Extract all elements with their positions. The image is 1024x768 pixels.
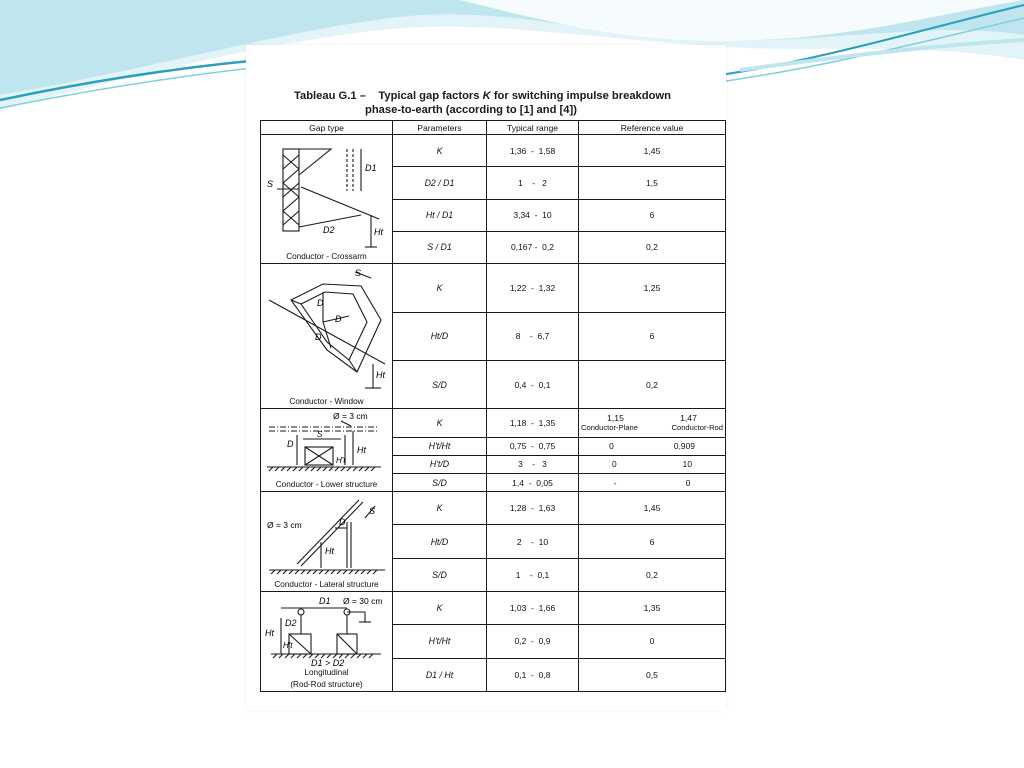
scanned-document (246, 45, 726, 710)
range-cell: 3 - 3 (487, 455, 579, 473)
gap-cell-longitudinal (261, 592, 393, 692)
longitudinal-diagram (261, 592, 393, 672)
label-s: S (369, 506, 376, 517)
ref-cell: 0,2 (579, 231, 726, 263)
param-cell: Ht/D (393, 525, 487, 558)
label-d1: D1 (319, 596, 331, 606)
param-cell: K (393, 492, 487, 525)
ref-cell: 1,25 (579, 264, 726, 312)
ref-value-plane: 0 (609, 441, 614, 452)
range-cell: 1 - 0,1 (487, 558, 579, 591)
gap-type-label: Conductor - Lower structure (275, 479, 378, 489)
param-cell: Ht / D1 (393, 199, 487, 231)
gap-type-label: Conductor - Lateral structure (274, 579, 379, 589)
ref-cell: 0,5 (579, 658, 726, 691)
range-cell: 1,28 - 1,63 (487, 492, 579, 525)
table-header-row (261, 121, 726, 135)
range-cell: 0,1 - 0,8 (487, 658, 579, 691)
ref-cell: 6 (579, 525, 726, 558)
gap-cell-crossarm (261, 135, 393, 264)
range-cell: 1,03 - 1,66 (487, 592, 579, 625)
param-cell: Ht/D (393, 312, 487, 360)
table-row (261, 264, 726, 312)
range-cell: 1 - 2 (487, 167, 579, 199)
range-cell: 3,34 - 10 (487, 199, 579, 231)
sub-label-plane: Conductor-Plane (581, 423, 638, 433)
table-title (294, 89, 724, 117)
ref-value-plane: 0 (612, 459, 617, 470)
range-cell: 1,4 - 0,05 (487, 473, 579, 491)
label-diameter: Ø = 3 cm (333, 411, 368, 422)
ref-cell: 0 (579, 625, 726, 658)
ref-cell: 6 (579, 312, 726, 360)
gap-factors-table (260, 120, 726, 692)
gap-cell-lateral-structure (261, 492, 393, 592)
label-d-right: D (335, 314, 342, 325)
label-h-prime-t: H't (336, 456, 346, 466)
header-parameters: Parameters (393, 121, 487, 135)
gap-type-label-line1: Longitudinal (304, 668, 349, 677)
ref-cell-dual (579, 437, 726, 455)
title-line1-end: for switching impulse breakdown (493, 90, 671, 102)
label-d: D (339, 517, 346, 528)
param-cell: H't/D (393, 455, 487, 473)
ref-value-rod: 0 (685, 477, 691, 488)
ref-value-rod: 1,47 (680, 413, 697, 424)
range-cell: 0,4 - 0,1 (487, 360, 579, 408)
range-cell: 1,36 - 1,58 (487, 135, 579, 167)
ref-cell: 1,45 (579, 135, 726, 167)
range-cell: 8 - 6,7 (487, 312, 579, 360)
range-cell: 0,2 - 0,9 (487, 625, 579, 658)
table-row (261, 135, 726, 167)
table-row (261, 592, 726, 625)
label-diameter: Ø = 3 cm (267, 520, 302, 531)
title-line1: Typical gap factors (378, 90, 480, 102)
title-line2: phase-to-earth (according to [1] and [4]) (365, 104, 577, 116)
label-diameter: Ø = 30 cm (343, 596, 383, 606)
title-k-symbol: K (482, 90, 491, 102)
param-cell: K (393, 135, 487, 167)
gap-cell-lower-structure (261, 409, 393, 492)
label-ht: Ht (357, 445, 366, 456)
param-cell: S / D1 (393, 231, 487, 263)
ref-cell: 1,45 (579, 492, 726, 525)
header-reference-value: Reference value (579, 121, 726, 135)
range-cell: 1,22 - 1,32 (487, 264, 579, 312)
lateral-structure-diagram (261, 492, 393, 588)
label-ht: Ht (376, 370, 385, 381)
ref-cell: 6 (579, 199, 726, 231)
title-prefix: Tableau G.1 – (294, 90, 366, 102)
gap-cell-window (261, 264, 393, 409)
header-gap-type: Gap type (261, 121, 393, 135)
ref-value-plane: 1,15 (607, 413, 624, 424)
ref-cell: 1,5 (579, 167, 726, 199)
ref-cell-dual (579, 473, 726, 491)
crossarm-diagram (261, 135, 393, 263)
param-cell: K (393, 409, 487, 437)
window-diagram (261, 264, 393, 392)
ref-cell: 1,35 (579, 592, 726, 625)
label-d1-gt-d2: D1 > D2 (311, 658, 345, 668)
ref-value-rod: 10 (682, 459, 692, 470)
label-d2: D2 (323, 225, 335, 235)
label-s: S (317, 430, 323, 440)
param-cell: S/D (393, 473, 487, 491)
label-ht: Ht (374, 227, 383, 237)
ref-cell-dual (579, 455, 726, 473)
range-cell: 1,18 - 1,35 (487, 409, 579, 437)
label-h-prime-t: H't (283, 641, 293, 650)
gap-type-label: Conductor - Window (289, 396, 364, 406)
label-s: S (267, 179, 274, 189)
param-cell: S/D (393, 558, 487, 591)
table-row (261, 409, 726, 437)
label-s: S (355, 268, 362, 279)
range-cell: 0,167 - 0,2 (487, 231, 579, 263)
sub-label-rod: Conductor-Rod (671, 423, 723, 433)
label-ht: Ht (265, 628, 274, 638)
param-cell: H't/Ht (393, 437, 487, 455)
header-typical-range: Typical range (487, 121, 579, 135)
table-row (261, 492, 726, 525)
gap-type-label-line2: (Rod-Rod structure) (290, 679, 363, 689)
label-ht: Ht (325, 546, 334, 557)
param-cell: D2 / D1 (393, 167, 487, 199)
range-cell: 0,75 - 0,75 (487, 437, 579, 455)
label-d: D (287, 439, 294, 450)
param-cell: D1 / Ht (393, 658, 487, 691)
param-cell: S/D (393, 360, 487, 408)
range-cell: 2 - 10 (487, 525, 579, 558)
gap-type-label: Conductor - Crossarm (286, 251, 367, 261)
label-d2: D2 (285, 618, 297, 628)
label-d-top: D (317, 298, 324, 309)
param-cell: K (393, 592, 487, 625)
ref-cell-dual (579, 409, 726, 437)
param-cell: K (393, 264, 487, 312)
label-d-bottom: D (315, 332, 322, 343)
label-d1: D1 (365, 163, 377, 173)
ref-cell: 0,2 (579, 558, 726, 591)
ref-value-rod: 0,909 (673, 441, 695, 452)
ref-value-plane: - (613, 477, 617, 488)
param-cell: H't/Ht (393, 625, 487, 658)
ref-cell: 0,2 (579, 360, 726, 408)
